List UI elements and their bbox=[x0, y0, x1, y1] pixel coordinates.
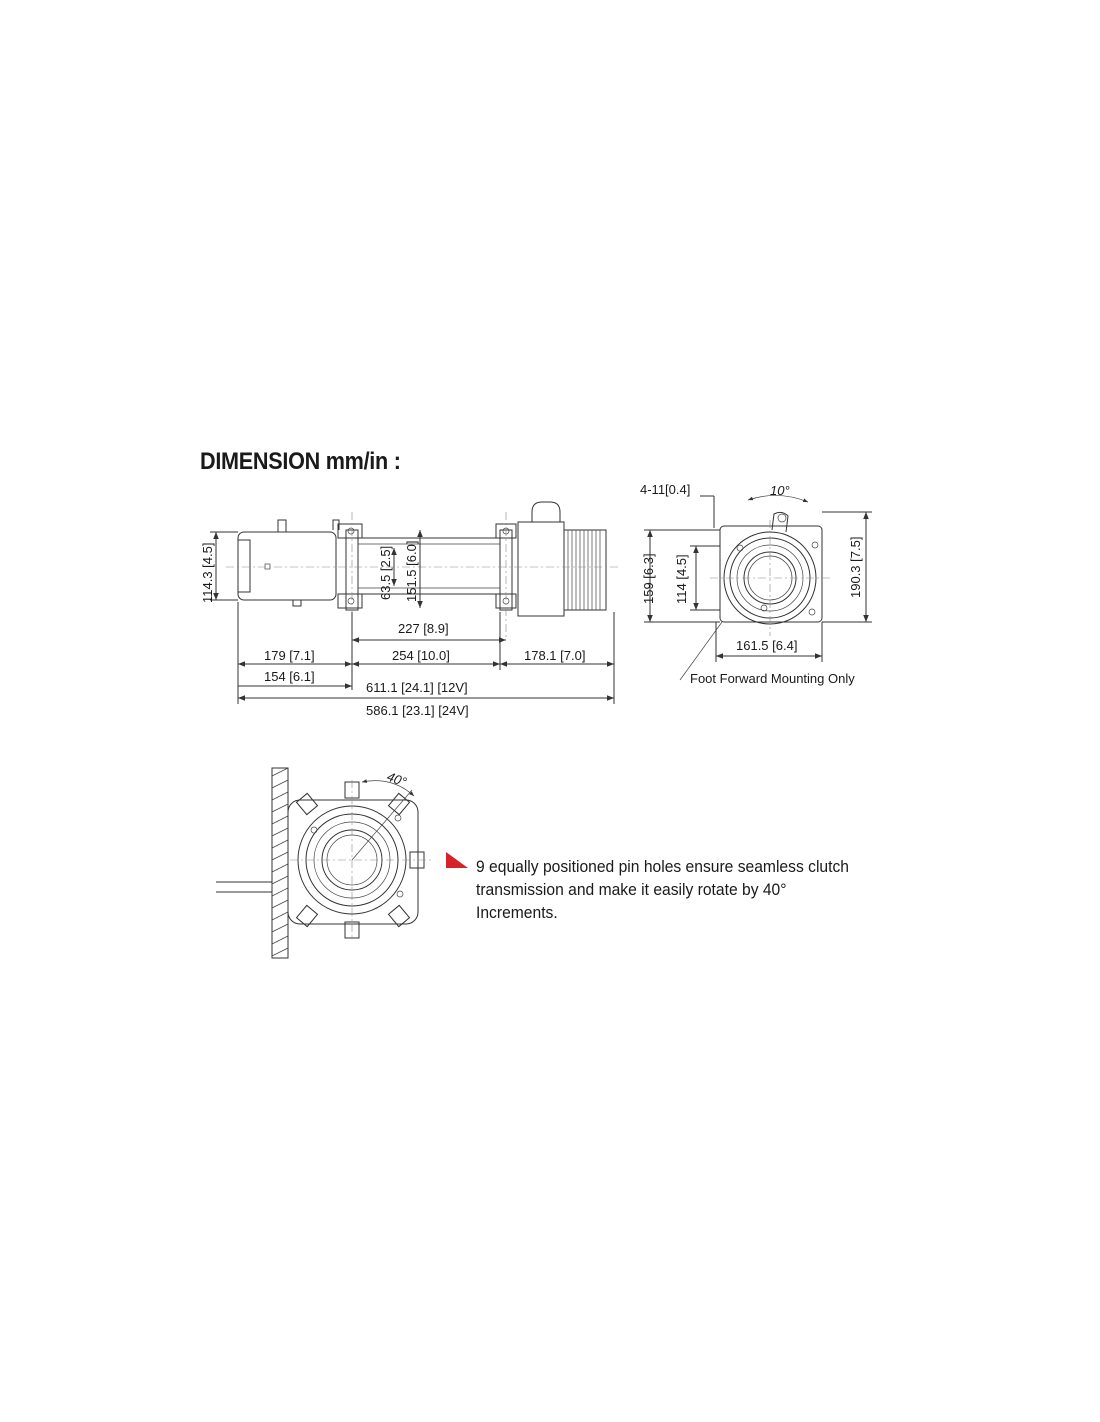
dim-angle-10: 10° bbox=[770, 483, 790, 498]
side-view-winch bbox=[226, 502, 618, 640]
page-title: DIMENSION mm/in : bbox=[200, 448, 401, 475]
dim-bolt: 4-11[0.4] bbox=[640, 482, 691, 497]
dim-height-114: 114 [4.5] bbox=[674, 554, 689, 604]
red-triangle-marker-icon bbox=[446, 852, 468, 868]
dim-height-190: 190.3 [7.5] bbox=[848, 536, 863, 598]
end-view-winch bbox=[710, 512, 832, 636]
dim-height-159: 159 [6.3] bbox=[641, 553, 656, 604]
rotation-view-winch bbox=[216, 768, 432, 958]
dim-height-side: 114.3 [4.5] bbox=[200, 542, 215, 603]
dim-total-24v: 586.1 [23.1] [24V] bbox=[366, 703, 469, 718]
dim-angle-40: 40° bbox=[384, 768, 409, 790]
dim-motor-length-24v: 154 [6.1] bbox=[264, 669, 315, 684]
dim-mount-spacing: 227 [8.9] bbox=[398, 621, 449, 636]
mounting-note: Foot Forward Mounting Only bbox=[690, 671, 855, 686]
feature-note: 9 equally positioned pin holes ensure seamless clutch transmission and make it easily rotate by 40° Increments. bbox=[476, 857, 849, 922]
dim-inner-151: 151.5 [6.0] bbox=[404, 540, 419, 602]
dim-motor-length: 179 [7.1] bbox=[264, 648, 315, 663]
dim-total-12v: 611.1 [24.1] [12V] bbox=[366, 680, 468, 695]
dim-gear-length: 178.1 [7.0] bbox=[524, 648, 586, 663]
dim-inner-63: 63.5 [2.5] bbox=[378, 545, 393, 600]
dim-width-161: 161.5 [6.4] bbox=[736, 638, 798, 653]
dim-drum-length: 254 [10.0] bbox=[392, 648, 450, 663]
